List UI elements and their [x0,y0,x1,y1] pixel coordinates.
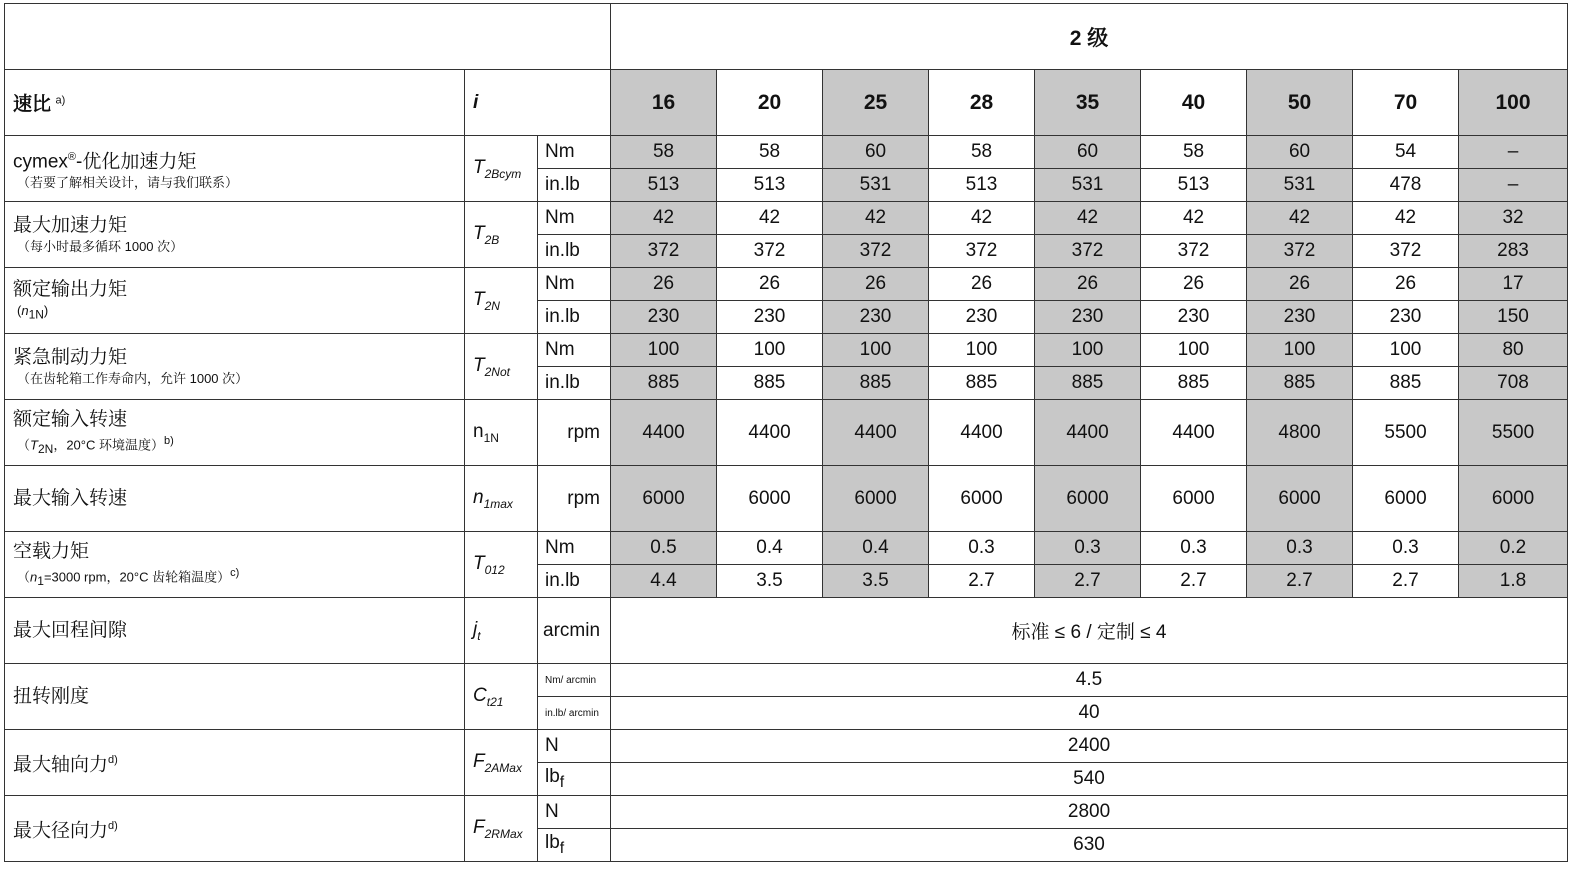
no_load-symbol-letter: T [473,552,485,574]
max_accel-value: 372 [1353,235,1459,268]
radial-symbol [465,796,538,862]
max_accel-name-line [13,214,464,238]
no_load-note-pre: （ [17,568,31,584]
max_accel-value: 42 [1247,202,1353,235]
no_load-note-sub: 1 [37,573,44,588]
cymex-symbol-letter: T [473,156,485,178]
cymex-value: 60 [823,136,929,169]
cymex-name-sup: ® [67,150,77,163]
cymex-unit1-text: Nm [545,141,575,162]
cymex-value: 58 [929,136,1035,169]
max_accel-value: 42 [1353,202,1459,235]
emergency-value: 708 [1459,367,1568,400]
cymex-name: cymex [13,151,68,173]
rated_in_speed-value: 4400 [929,400,1035,466]
cymex-value: – [1459,136,1568,169]
stiffness-value-1: 4.5 [611,664,1568,697]
rated_in_speed-value: 4400 [611,400,717,466]
rated_in_speed-name: 额定输入转速 [13,408,128,430]
rated_out-note-post: ) [43,302,49,318]
emergency-unit2-text: in.lb [545,372,580,393]
radial-unit1 [538,796,611,829]
rated_in_speed-unit [538,400,611,466]
ratio-label-note: a) [55,94,66,107]
max_accel-value: 42 [1141,202,1247,235]
axial-symbol [465,730,538,796]
rated_out-row [5,268,1568,301]
rated_out-value: 230 [611,301,717,334]
max_accel-unit1-text: Nm [545,207,575,228]
rated_out-value: 26 [1353,268,1459,301]
radial-name-cell [5,796,465,862]
rated_out-value: 26 [929,268,1035,301]
rated_out-value: 230 [1247,301,1353,334]
cymex-note-text: （若要了解相关设计，请与我们联系） [17,175,239,191]
rated_out-unit2-text: in.lb [545,306,580,327]
rated_out-value: 17 [1459,268,1568,301]
cymex-value: 60 [1247,136,1353,169]
no_load-value: 3.5 [717,565,823,598]
stiffness-unit2-text: in.lb/ arcmin [545,707,599,719]
max_in_speed-name-cell [5,466,465,532]
rated_in_speed-unit-text: rpm [567,421,601,443]
rated_in_speed-name-cell [5,400,465,466]
max_in_speed-unit [538,466,611,532]
no_load-value: 2.7 [1035,565,1141,598]
no_load-value: 1.8 [1459,565,1568,598]
rated_out-value: 26 [1141,268,1247,301]
emergency-value: 100 [1141,334,1247,367]
axial-value-2: 540 [611,763,1568,796]
backlash-name: 最大回程间隙 [13,619,128,641]
no_load-name-cell [5,532,465,598]
rated_in_speed-note-pre: （ [17,436,31,452]
no_load-value: 2.7 [929,565,1035,598]
no_load-note [13,564,464,590]
max_in_speed-value: 6000 [929,466,1035,532]
cymex-note [13,174,464,192]
rated_in_speed-value: 4400 [1141,400,1247,466]
rated_out-value: 150 [1459,301,1568,334]
cymex-unit2 [538,169,611,202]
rated_out-name: 额定输出力矩 [13,278,128,300]
cymex-name-line [13,145,464,174]
ratio-label: 速比 [13,94,52,115]
no_load-symbol [465,532,538,598]
cymex-value: 58 [1141,136,1247,169]
emergency-symbol [465,334,538,400]
emergency-value: 100 [1353,334,1459,367]
cymex-value: 513 [717,169,823,202]
max_accel-value: 32 [1459,202,1568,235]
emergency-symbol-letter: T [473,354,485,376]
no_load-unit2 [538,565,611,598]
rated_in_speed-value: 5500 [1459,400,1568,466]
axial-name: 最大轴向力 [13,754,109,776]
no_load-value: 0.4 [823,532,929,565]
emergency-value: 885 [717,367,823,400]
rated_in_speed-value: 4400 [1035,400,1141,466]
backlash-unit [538,598,611,664]
ratio-row [5,70,1568,136]
emergency-name-line [13,346,464,370]
max_in_speed-symbol [465,466,538,532]
no_load-note-n: n [30,568,38,584]
radial-unit2-sub: f [559,839,565,857]
rated_out-value: 26 [823,268,929,301]
max_accel-value: 372 [717,235,823,268]
cymex-unit1 [538,136,611,169]
max_accel-value: 372 [1035,235,1141,268]
rated_out-note-sub: 1N [28,307,44,322]
radial-value-2: 630 [611,829,1568,862]
no_load-value: 0.3 [1353,532,1459,565]
rated_out-note [13,302,464,324]
max_accel-unit1 [538,202,611,235]
ratio-value: 40 [1141,70,1247,136]
no_load-value: 3.5 [823,565,929,598]
no_load-value: 4.4 [611,565,717,598]
ratio-value: 35 [1035,70,1141,136]
rated_in_speed-note-sub: 2N [37,441,54,456]
backlash-name-line [13,619,464,643]
no_load-note-sup: c) [230,566,240,579]
backlash-name-cell [5,598,465,664]
max_accel-symbol [465,202,538,268]
no_load-name-line [13,540,464,564]
no_load-value: 2.7 [1353,565,1459,598]
cymex-value: 513 [1141,169,1247,202]
emergency-value: 885 [1353,367,1459,400]
rated_out-value: 230 [1035,301,1141,334]
cymex-value: 513 [611,169,717,202]
cymex-value: 478 [1353,169,1459,202]
rated_in_speed-row [5,400,1568,466]
axial-name-line [13,748,464,777]
axial-symbol-sub: 2AMax [484,760,522,775]
ratio-value: 20 [717,70,823,136]
emergency-name-cell [5,334,465,400]
axial-unit1 [538,730,611,763]
radial-symbol-letter: F [473,816,485,838]
cymex-value: 531 [1035,169,1141,202]
max_in_speed-value: 6000 [1459,466,1568,532]
emergency-value: 100 [717,334,823,367]
no_load-value: 0.3 [1141,532,1247,565]
emergency-note [13,370,464,388]
stiffness-unit2 [538,697,611,730]
max_in_speed-symbol-sub: 1max [483,496,513,511]
ratio-value: 16 [611,70,717,136]
emergency-value: 100 [611,334,717,367]
cymex-unit2-text: in.lb [545,174,580,195]
axial-symbol-letter: F [473,750,485,772]
radial-unit2-text: lb [545,832,560,854]
rated_out-name-line [13,278,464,302]
radial-name-line [13,814,464,843]
max_accel-name-cell [5,202,465,268]
no_load-unit1 [538,532,611,565]
cymex-row [5,136,1568,169]
cymex-name-cell [5,136,465,202]
rated_in_speed-value: 4800 [1247,400,1353,466]
no_load-value: 0.4 [717,532,823,565]
max_in_speed-value: 6000 [611,466,717,532]
rated_in_speed-symbol-sub: 1N [483,430,499,445]
ratio-value: 28 [929,70,1035,136]
stage-label: 2 级 [611,4,1568,70]
cymex-value: 513 [929,169,1035,202]
cymex-value: 531 [823,169,929,202]
rated_in_speed-note-post: ，20°C 环境温度） [53,436,164,452]
rated_out-value: 230 [1353,301,1459,334]
cymex-name-rest: -优化加速力矩 [76,151,197,173]
max_accel-name: 最大加速力矩 [13,214,128,236]
ratio-label-cell [5,70,465,136]
axial-row [5,730,1568,763]
backlash-row [5,598,1568,664]
stage-header-row [5,4,1568,70]
ratio-value: 100 [1459,70,1568,136]
ratio-value: 70 [1353,70,1459,136]
axial-unit2-text: lb [545,766,560,788]
max_in_speed-name-line [13,487,464,511]
emergency-value: 885 [1035,367,1141,400]
stiffness-name: 扭转刚度 [13,685,90,707]
max_in_speed-value: 6000 [1247,466,1353,532]
cymex-value: 58 [717,136,823,169]
stiffness-value-2: 40 [611,697,1568,730]
stiffness-row [5,664,1568,697]
max_accel-note [13,238,464,256]
max_accel-value: 372 [823,235,929,268]
max_in_speed-name: 最大输入转速 [13,487,128,509]
stiffness-unit1 [538,664,611,697]
axial-unit2-sub: f [559,773,565,791]
ratio-symbol: i [465,70,611,136]
emergency-value: 885 [1247,367,1353,400]
radial-name-sup: d) [108,819,118,832]
emergency-unit1 [538,334,611,367]
max_accel-symbol-letter: T [473,222,485,244]
ratio-value: 50 [1247,70,1353,136]
emergency-value: 885 [823,367,929,400]
radial-value-1: 2800 [611,796,1568,829]
emergency-value: 100 [929,334,1035,367]
max_accel-value: 372 [929,235,1035,268]
emergency-row [5,334,1568,367]
max_accel-value: 372 [1247,235,1353,268]
max_in_speed-value: 6000 [823,466,929,532]
max_accel-note-text: （每小时最多循环 1000 次） [17,238,184,254]
rated_in_speed-symbol [465,400,538,466]
no_load-unit1-text: Nm [545,537,575,558]
rated_out-unit2 [538,301,611,334]
emergency-value: 100 [1247,334,1353,367]
backlash-symbol-letter: j [473,618,478,640]
rated_out-value: 26 [1247,268,1353,301]
max_in_speed-value: 6000 [1035,466,1141,532]
radial-unit2 [538,829,611,862]
radial-row [5,796,1568,829]
no_load-value: 0.2 [1459,532,1568,565]
no_load-value: 0.3 [1035,532,1141,565]
cymex-symbol-sub: 2Bcym [484,166,522,181]
backlash-symbol-sub: t [477,628,481,643]
rated_out-value: 230 [823,301,929,334]
radial-symbol-sub: 2RMax [484,826,523,841]
backlash-value: 标准 ≤ 6 / 定制 ≤ 4 [611,598,1568,664]
rated_out-value: 26 [1035,268,1141,301]
emergency-value: 885 [929,367,1035,400]
cymex-value: 531 [1247,169,1353,202]
max_in_speed-symbol-letter: n [473,486,484,508]
max_accel-value: 372 [1141,235,1247,268]
no_load-name: 空载力矩 [13,540,90,562]
rated_in_speed-note-t: T [30,436,38,452]
no_load-note-post: =3000 rpm，20°C 齿轮箱温度） [43,568,231,584]
stiffness-symbol-sub: t21 [486,694,504,709]
no_load-value: 2.7 [1247,565,1353,598]
rated_out-value: 230 [929,301,1035,334]
spec-table [4,3,1568,862]
stiffness-name-line [13,685,464,709]
corner-cell [5,4,611,70]
cymex-symbol [465,136,538,202]
rated_out-note-n: n [21,302,29,318]
rated_in_speed-name-line [13,408,464,432]
emergency-symbol-sub: 2Not [484,364,510,379]
cymex-value: 60 [1035,136,1141,169]
axial-unit1-text: N [545,735,559,756]
cymex-value: 54 [1353,136,1459,169]
axial-value-1: 2400 [611,730,1568,763]
max_accel-value: 42 [929,202,1035,235]
rated_in_speed-symbol-letter: n [473,420,484,442]
stiffness-symbol [465,664,538,730]
emergency-unit1-text: Nm [545,339,575,360]
rated_out-note-pre: ( [17,302,22,318]
rated_out-value: 230 [717,301,823,334]
backlash-symbol [465,598,538,664]
max_accel-value: 283 [1459,235,1568,268]
max_in_speed-value: 6000 [717,466,823,532]
no_load-symbol-sub: 012 [484,562,505,577]
axial-name-cell [5,730,465,796]
max_accel-row [5,202,1568,235]
emergency-unit2 [538,367,611,400]
rated_in_speed-note [13,432,464,458]
max_accel-value: 372 [611,235,717,268]
max_accel-unit2 [538,235,611,268]
stiffness-unit1-text: Nm/ arcmin [545,674,597,686]
max_in_speed-row [5,466,1568,532]
rated_out-unit1-text: Nm [545,273,575,294]
max_accel-value: 42 [1035,202,1141,235]
rated_out-value: 26 [717,268,823,301]
rated_in_speed-value: 5500 [1353,400,1459,466]
backlash-unit-text: arcmin [543,619,601,641]
max_accel-unit2-text: in.lb [545,240,580,261]
rated_out-symbol-sub: 2N [484,298,500,313]
axial-name-sup: d) [108,753,118,766]
rated_out-value: 230 [1141,301,1247,334]
radial-unit1-text: N [545,801,559,822]
rated_out-symbol [465,268,538,334]
emergency-note-text: （在齿轮箱工作寿命内，允许 1000 次） [17,370,249,386]
cymex-value: – [1459,169,1568,202]
emergency-value: 885 [1141,367,1247,400]
rated_out-symbol-letter: T [473,288,485,310]
max_accel-value: 42 [823,202,929,235]
no_load-value: 0.5 [611,532,717,565]
emergency-value: 100 [1035,334,1141,367]
rated_in_speed-note-sup: b) [163,434,174,447]
rated_out-unit1 [538,268,611,301]
no_load-value: 2.7 [1141,565,1247,598]
no_load-value: 0.3 [1247,532,1353,565]
rated_out-value: 26 [611,268,717,301]
axial-unit2 [538,763,611,796]
max_in_speed-value: 6000 [1353,466,1459,532]
no_load-value: 0.3 [929,532,1035,565]
cymex-value: 58 [611,136,717,169]
radial-name: 最大径向力 [13,820,109,842]
emergency-name: 紧急制动力矩 [13,346,128,368]
max_accel-value: 42 [611,202,717,235]
rated_in_speed-value: 4400 [823,400,929,466]
max_in_speed-value: 6000 [1141,466,1247,532]
max_accel-symbol-sub: 2B [484,232,500,247]
no_load-unit2-text: in.lb [545,570,580,591]
emergency-value: 80 [1459,334,1568,367]
stiffness-symbol-letter: C [473,684,487,706]
stiffness-name-cell [5,664,465,730]
emergency-value: 885 [611,367,717,400]
rated_in_speed-value: 4400 [717,400,823,466]
no_load-row [5,532,1568,565]
max_accel-value: 42 [717,202,823,235]
rated_out-name-cell [5,268,465,334]
emergency-value: 100 [823,334,929,367]
max_in_speed-unit-text: rpm [567,487,601,509]
ratio-value: 25 [823,70,929,136]
